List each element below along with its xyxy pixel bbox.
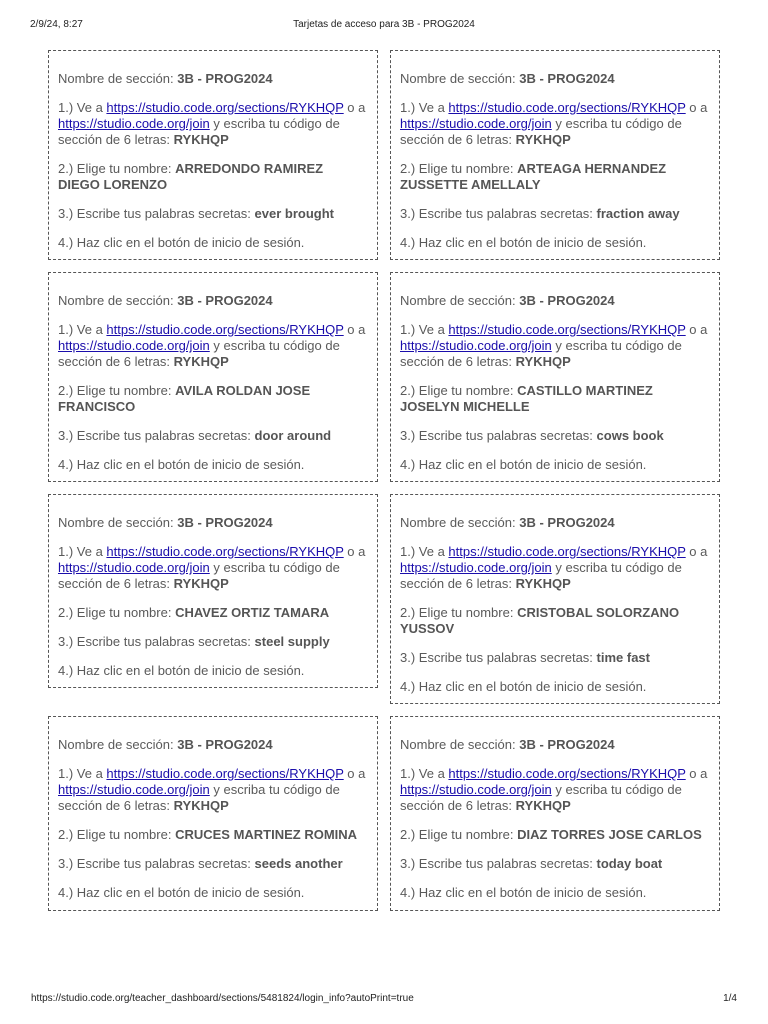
step-2: 2.) Elige tu nombre: AVILA ROLDAN JOSE FRANCISCO [58, 383, 311, 414]
student-name: CRUCES MARTINEZ ROMINA [175, 827, 358, 842]
login-card [390, 716, 720, 911]
section-line: Nombre de sección: 3B - PROG2024 [58, 737, 273, 752]
step-3: 3.) Escribe tus palabras secretas: fraction away [400, 206, 680, 221]
step-2: 2.) Elige tu nombre: CRUCES MARTINEZ ROMINA [58, 827, 358, 842]
login-card [390, 494, 720, 704]
step-3: 3.) Escribe tus palabras secretas: cows book [400, 428, 664, 443]
student-name: CASTILLO MARTINEZ JOSELYN MICHELLE [400, 383, 653, 414]
step-3: 3.) Escribe tus palabras secretas: today boat [400, 856, 663, 871]
step-1: 1.) Ve a https://studio.code.org/sections/RYKHQP o a https://studio.code.org/join y escriba tu código de sección de 6 letras: RYKHQP [400, 322, 708, 369]
section-name: 3B - PROG2024 [177, 71, 273, 86]
secret-words: steel supply [254, 634, 330, 649]
section-name: 3B - PROG2024 [519, 293, 615, 308]
print-title: Tarjetas de acceso para 3B - PROG2024 [293, 19, 475, 30]
step-4: 4.) Haz clic en el botón de inicio de sesión. [400, 679, 647, 694]
join-link[interactable]: https://studio.code.org/join [400, 116, 552, 131]
join-link[interactable]: https://studio.code.org/join [400, 560, 552, 575]
section-code: RYKHQP [173, 576, 229, 591]
section-code: RYKHQP [173, 132, 229, 147]
login-card [48, 494, 378, 688]
section-link[interactable]: https://studio.code.org/sections/RYKHQP [106, 322, 344, 337]
secret-words: fraction away [596, 206, 680, 221]
join-link[interactable]: https://studio.code.org/join [400, 782, 552, 797]
step-3: 3.) Escribe tus palabras secretas: steel supply [58, 634, 330, 649]
section-line: Nombre de sección: 3B - PROG2024 [58, 293, 273, 308]
print-date: 2/9/24, 8:27 [30, 19, 83, 30]
student-name: AVILA ROLDAN JOSE FRANCISCO [58, 383, 311, 414]
join-link[interactable]: https://studio.code.org/join [58, 560, 210, 575]
step-1: 1.) Ve a https://studio.code.org/sections/RYKHQP o a https://studio.code.org/join y escriba tu código de sección de 6 letras: RYKHQP [58, 322, 366, 369]
step-2: 2.) Elige tu nombre: CHAVEZ ORTIZ TAMARA [58, 605, 330, 620]
step-4: 4.) Haz clic en el botón de inicio de sesión. [58, 235, 305, 250]
student-name: ARTEAGA HERNANDEZ ZUSSETTE AMELLALY [400, 161, 667, 192]
step-4: 4.) Haz clic en el botón de inicio de sesión. [400, 885, 647, 900]
section-line: Nombre de sección: 3B - PROG2024 [400, 737, 615, 752]
section-name: 3B - PROG2024 [519, 737, 615, 752]
step-4: 4.) Haz clic en el botón de inicio de sesión. [400, 457, 647, 472]
step-1: 1.) Ve a https://studio.code.org/sections/RYKHQP o a https://studio.code.org/join y escriba tu código de sección de 6 letras: RYKHQP [400, 100, 708, 147]
section-name: 3B - PROG2024 [519, 71, 615, 86]
print-header [0, 19, 768, 33]
section-link[interactable]: https://studio.code.org/sections/RYKHQP [106, 766, 344, 781]
section-code: RYKHQP [515, 798, 571, 813]
section-name: 3B - PROG2024 [177, 515, 273, 530]
student-name: CHAVEZ ORTIZ TAMARA [175, 605, 330, 620]
step-3: 3.) Escribe tus palabras secretas: ever brought [58, 206, 334, 221]
step-3: 3.) Escribe tus palabras secretas: seeds another [58, 856, 343, 871]
section-line: Nombre de sección: 3B - PROG2024 [58, 515, 273, 530]
step-1: 1.) Ve a https://studio.code.org/sections/RYKHQP o a https://studio.code.org/join y escriba tu código de sección de 6 letras: RYKHQP [58, 544, 366, 591]
section-link[interactable]: https://studio.code.org/sections/RYKHQP [448, 322, 686, 337]
join-link[interactable]: https://studio.code.org/join [58, 116, 210, 131]
step-4: 4.) Haz clic en el botón de inicio de sesión. [58, 885, 305, 900]
secret-words: ever brought [254, 206, 334, 221]
section-link[interactable]: https://studio.code.org/sections/RYKHQP [448, 100, 686, 115]
step-2: 2.) Elige tu nombre: CASTILLO MARTINEZ JOSELYN MICHELLE [400, 383, 653, 414]
student-name: CRISTOBAL SOLORZANO YUSSOV [400, 605, 680, 636]
section-name: 3B - PROG2024 [519, 515, 615, 530]
join-link[interactable]: https://studio.code.org/join [400, 338, 552, 353]
step-3: 3.) Escribe tus palabras secretas: door around [58, 428, 332, 443]
login-card [390, 272, 720, 482]
login-card [48, 50, 378, 260]
step-4: 4.) Haz clic en el botón de inicio de sesión. [58, 457, 305, 472]
step-1: 1.) Ve a https://studio.code.org/sections/RYKHQP o a https://studio.code.org/join y escriba tu código de sección de 6 letras: RYKHQP [400, 544, 708, 591]
login-card [390, 50, 720, 260]
section-line: Nombre de sección: 3B - PROG2024 [400, 515, 615, 530]
secret-words: today boat [596, 856, 663, 871]
secret-words: time fast [596, 650, 650, 665]
step-2: 2.) Elige tu nombre: ARTEAGA HERNANDEZ ZUSSETTE AMELLALY [400, 161, 667, 192]
section-code: RYKHQP [515, 354, 571, 369]
step-1: 1.) Ve a https://studio.code.org/sections/RYKHQP o a https://studio.code.org/join y escriba tu código de sección de 6 letras: RYKHQP [58, 100, 366, 147]
secret-words: door around [254, 428, 332, 443]
section-line: Nombre de sección: 3B - PROG2024 [58, 71, 273, 86]
step-2: 2.) Elige tu nombre: DIAZ TORRES JOSE CARLOS [400, 827, 702, 842]
step-4: 4.) Haz clic en el botón de inicio de sesión. [400, 235, 647, 250]
section-line: Nombre de sección: 3B - PROG2024 [400, 71, 615, 86]
section-link[interactable]: https://studio.code.org/sections/RYKHQP [106, 100, 344, 115]
join-link[interactable]: https://studio.code.org/join [58, 782, 210, 797]
section-name: 3B - PROG2024 [177, 293, 273, 308]
step-1: 1.) Ve a https://studio.code.org/sections/RYKHQP o a https://studio.code.org/join y escriba tu código de sección de 6 letras: RYKHQP [58, 766, 366, 813]
section-link[interactable]: https://studio.code.org/sections/RYKHQP [106, 544, 344, 559]
section-code: RYKHQP [173, 798, 229, 813]
step-2: 2.) Elige tu nombre: CRISTOBAL SOLORZANO YUSSOV [400, 605, 680, 636]
step-3: 3.) Escribe tus palabras secretas: time fast [400, 650, 650, 665]
section-code: RYKHQP [173, 354, 229, 369]
step-4: 4.) Haz clic en el botón de inicio de sesión. [58, 663, 305, 678]
login-card [48, 272, 378, 482]
section-line: Nombre de sección: 3B - PROG2024 [400, 293, 615, 308]
step-2: 2.) Elige tu nombre: ARREDONDO RAMIREZ DIEGO LORENZO [58, 161, 324, 192]
page-number: 1/4 [723, 993, 737, 1004]
print-url: https://studio.code.org/teacher_dashboard/sections/5481824/login_info?autoPrint=true [31, 993, 414, 1004]
student-name: ARREDONDO RAMIREZ DIEGO LORENZO [58, 161, 324, 192]
section-code: RYKHQP [515, 132, 571, 147]
print-footer [0, 993, 768, 1007]
section-name: 3B - PROG2024 [177, 737, 273, 752]
join-link[interactable]: https://studio.code.org/join [58, 338, 210, 353]
secret-words: seeds another [254, 856, 343, 871]
section-link[interactable]: https://studio.code.org/sections/RYKHQP [448, 544, 686, 559]
student-name: DIAZ TORRES JOSE CARLOS [517, 827, 702, 842]
step-1: 1.) Ve a https://studio.code.org/sections/RYKHQP o a https://studio.code.org/join y escriba tu código de sección de 6 letras: RYKHQP [400, 766, 708, 813]
section-code: RYKHQP [515, 576, 571, 591]
secret-words: cows book [596, 428, 664, 443]
login-card [48, 716, 378, 911]
section-link[interactable]: https://studio.code.org/sections/RYKHQP [448, 766, 686, 781]
